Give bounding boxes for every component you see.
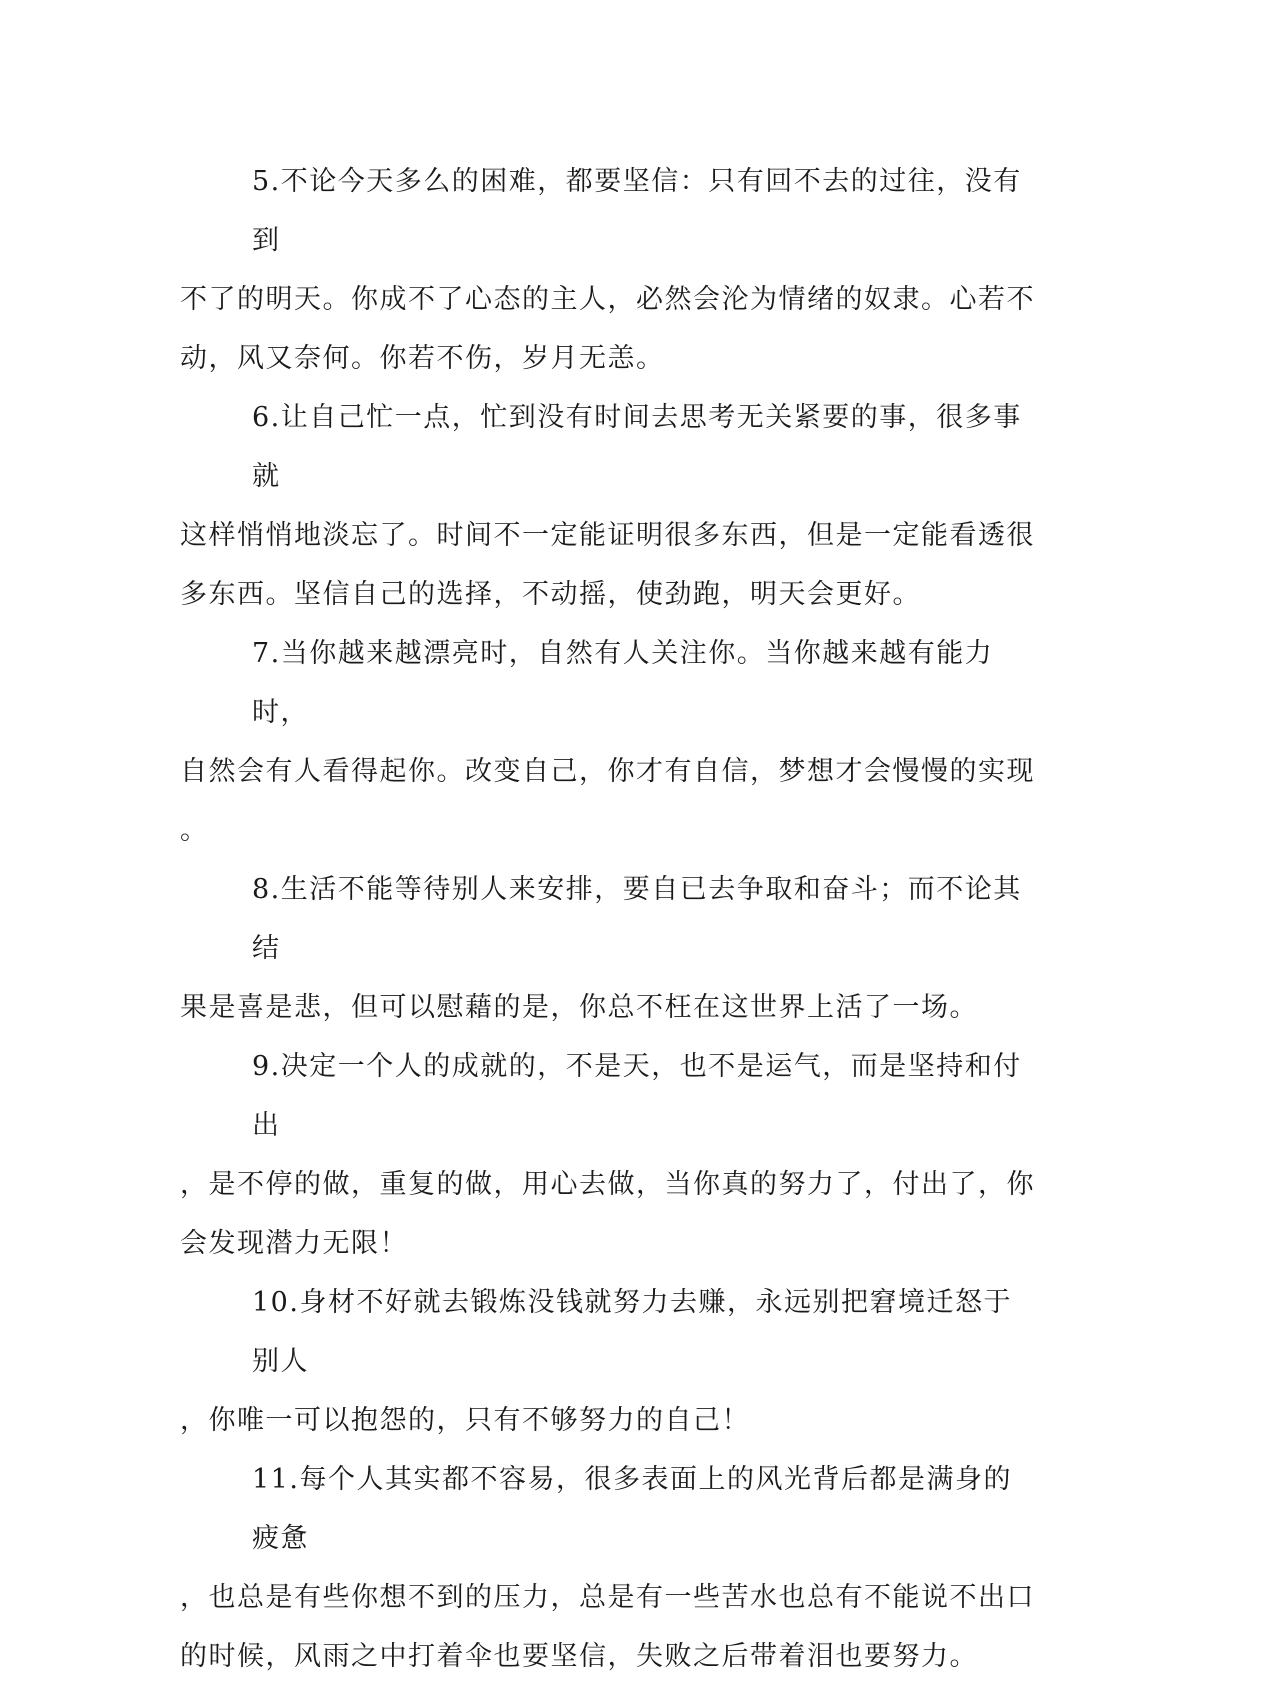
paragraph-line: 不了的明天。你成不了心态的主人，必然会沦为情绪的奴隶。心若不 <box>180 284 1035 315</box>
paragraph-line: 会发现潜力无限！ <box>180 1228 408 1259</box>
paragraph-line: ，你唯一可以抱怨的，只有不够努力的自己！ <box>180 1405 750 1436</box>
paragraph-11 <box>180 1450 1040 1686</box>
paragraph-line: 11.每个人其实都不容易，很多表面上的风光背后都是满身的疲惫 <box>252 1464 1012 1554</box>
paragraph-line: 这样悄悄地淡忘了。时间不一定能证明很多东西，但是一定能看透很 <box>180 520 1035 551</box>
paragraph-line: 10.身材不好就去锻炼没钱就努力去赚，永远别把窘境迁怒于别人 <box>252 1287 1012 1377</box>
paragraph-line: 6.让自己忙一点，忙到没有时间去思考无关紧要的事，很多事就 <box>252 402 1022 492</box>
paragraph-line: 果是喜是悲，但可以慰藉的是，你总不枉在这世界上活了一场。 <box>180 992 978 1023</box>
paragraph-line: ，也总是有些你想不到的压力，总是有一些苦水也总有不能说不出口 <box>180 1582 1035 1613</box>
paragraph-line: 8.生活不能等待别人来安排，要自已去争取和奋斗；而不论其结 <box>252 874 1022 964</box>
paragraph-line: 。 <box>180 815 209 846</box>
paragraph-9 <box>180 1037 1040 1273</box>
paragraph-line: 7.当你越来越漂亮时，自然有人关注你。当你越来越有能力时， <box>252 638 994 728</box>
paragraph-line: 动，风又奈何。你若不伤，岁月无恙。 <box>180 343 665 374</box>
paragraph-5 <box>180 152 1040 388</box>
paragraph-10 <box>180 1273 1040 1450</box>
paragraph-line: 多东西。坚信自己的选择，不动摇，使劲跑，明天会更好。 <box>180 579 921 610</box>
paragraph-line: 5.不论今天多么的困难，都要坚信：只有回不去的过往，没有到 <box>252 166 1022 256</box>
paragraph-8 <box>180 860 1040 1037</box>
paragraph-line: 自然会有人看得起你。改变自己，你才有自信，梦想才会慢慢的实现 <box>180 756 1035 787</box>
document-body <box>180 152 1040 1686</box>
paragraph-6 <box>180 388 1040 624</box>
paragraph-line: ，是不停的做，重复的做，用心去做，当你真的努力了，付出了，你 <box>180 1169 1035 1200</box>
paragraph-line: 9.决定一个人的成就的，不是天，也不是运气，而是坚持和付出 <box>252 1051 1022 1141</box>
paragraph-line: 的时候，风雨之中打着伞也要坚信，失败之后带着泪也要努力。 <box>180 1641 978 1672</box>
paragraph-7 <box>180 624 1040 860</box>
